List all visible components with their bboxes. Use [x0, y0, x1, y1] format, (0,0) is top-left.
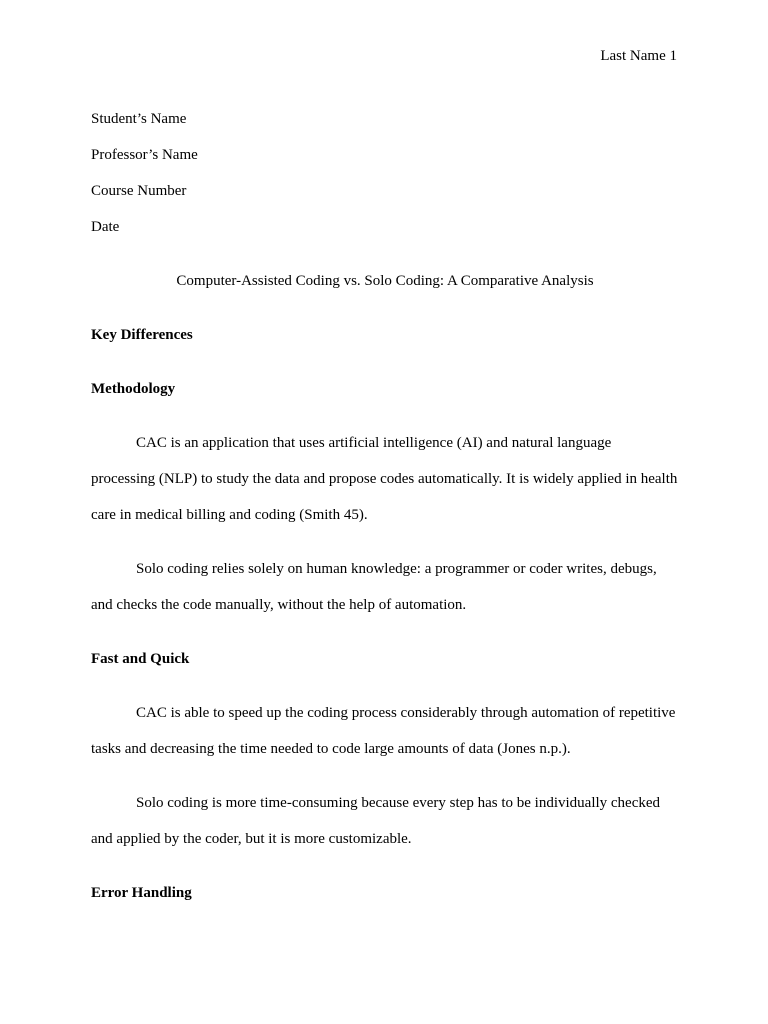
paragraph-fast-cac	[91, 695, 679, 767]
paragraph-text: Solo coding is more time-consuming because every step has to be individually checked and applied by the coder, but it is more customizable.	[91, 795, 661, 847]
section-heading-key-differences: Key Differences	[91, 327, 193, 343]
document-body	[91, 110, 679, 902]
paragraph-text: Solo coding relies solely on human knowledge: a programmer or coder writes, debugs, and checks the code manually, without the help of automation.	[91, 561, 657, 613]
course-number: Course Number	[91, 183, 187, 199]
section-heading-methodology: Methodology	[91, 381, 176, 397]
section-heading-error-handling: Error Handling	[91, 885, 192, 901]
paragraph-text: CAC is able to speed up the coding process considerably through automation of repetitive tasks and decreasing the time needed to code large amounts of data (Jones n.p.).	[91, 705, 676, 757]
date-line: Date	[91, 219, 120, 235]
professor-name: Professor’s Name	[91, 147, 198, 163]
paragraph-methodology-solo	[91, 551, 679, 623]
paragraph-fast-solo	[91, 785, 679, 857]
section-heading-fast-and-quick: Fast and Quick	[91, 651, 190, 667]
document-title: Computer-Assisted Coding vs. Solo Coding: A Comparative Analysis	[176, 273, 594, 289]
paragraph-text: CAC is an application that uses artificial intelligence (AI) and natural language processing (NLP) to study the data and propose codes automatically. It is widely applied in health care in medical billing and coding (Smith 45).	[91, 435, 678, 523]
running-header: Last Name 1	[600, 48, 677, 64]
paragraph-methodology-cac	[91, 425, 679, 533]
student-name: Student’s Name	[91, 111, 187, 127]
